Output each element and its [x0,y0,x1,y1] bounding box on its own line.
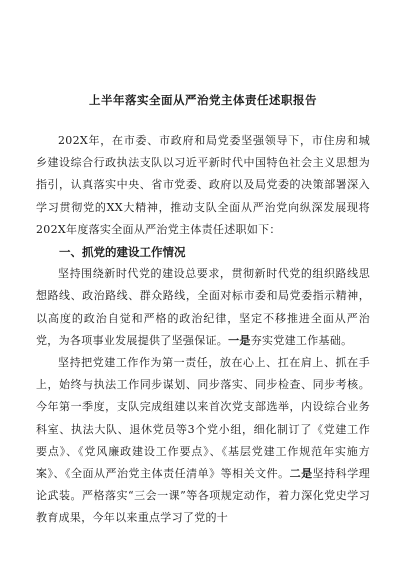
paragraph-text: 坚持把党建工作作为第一责任，放在心上、扛在肩上、抓在手上，始终与执法工作同步谋划、同步落实、同步检查、同步考核。今年第一季度，支队完成组建以来首次党支部选举，内设综合业务科室、执法大队、退休党员等3个党小组，细化制订了《党建工作要点》、《党风廉政建设工作要点》、《基层党建工作规范年实施方案》、《全面从严治党主体责任清单》等相关文件。 [36,356,370,481]
paragraph-text: 坚持围绕新时代党的建设总要求，贯彻新时代党的组织路线思想路线、政治路线、群众路线，全面对标市委和局党委指示精神，以高度的政治自觉和严格的政治纪律，坚定不移推进全面从严治党，为各项事业发展提供了坚强保证。 [36,267,370,347]
paragraph-text: 坚持科学理论武装。严格落实“三会一课”等各项规定动作，着力深化党史学习教育成果，今年以来重点学习了党的十 [36,467,370,525]
emphasis-marker: 二是 [289,467,313,481]
document-title: 上半年落实全面从严治党主体责任述职报告 [89,93,317,107]
section-heading: 一、抓党的建设工作情况 [59,245,186,260]
paragraph-text: 夯实党建工作基础。 [250,333,353,347]
intro-paragraph: 202X年，在市委、市政府和局党委坚强领导下，市住房和城乡建设综合行政执法支队以习近平新时代中国特色社会主义思想为指引，认真落实中央、省市党委、政府以及局党委的决策部署深入学习贯彻党的XX大精神，推动支队全面从严治党向纵深发展现将202X年度落实全面从严治党主体责任述职如下： [36,134,370,236]
emphasis-marker: 一是 [228,333,251,347]
section-paragraph-1 [36,263,370,352]
section-paragraph-2 [36,352,370,530]
